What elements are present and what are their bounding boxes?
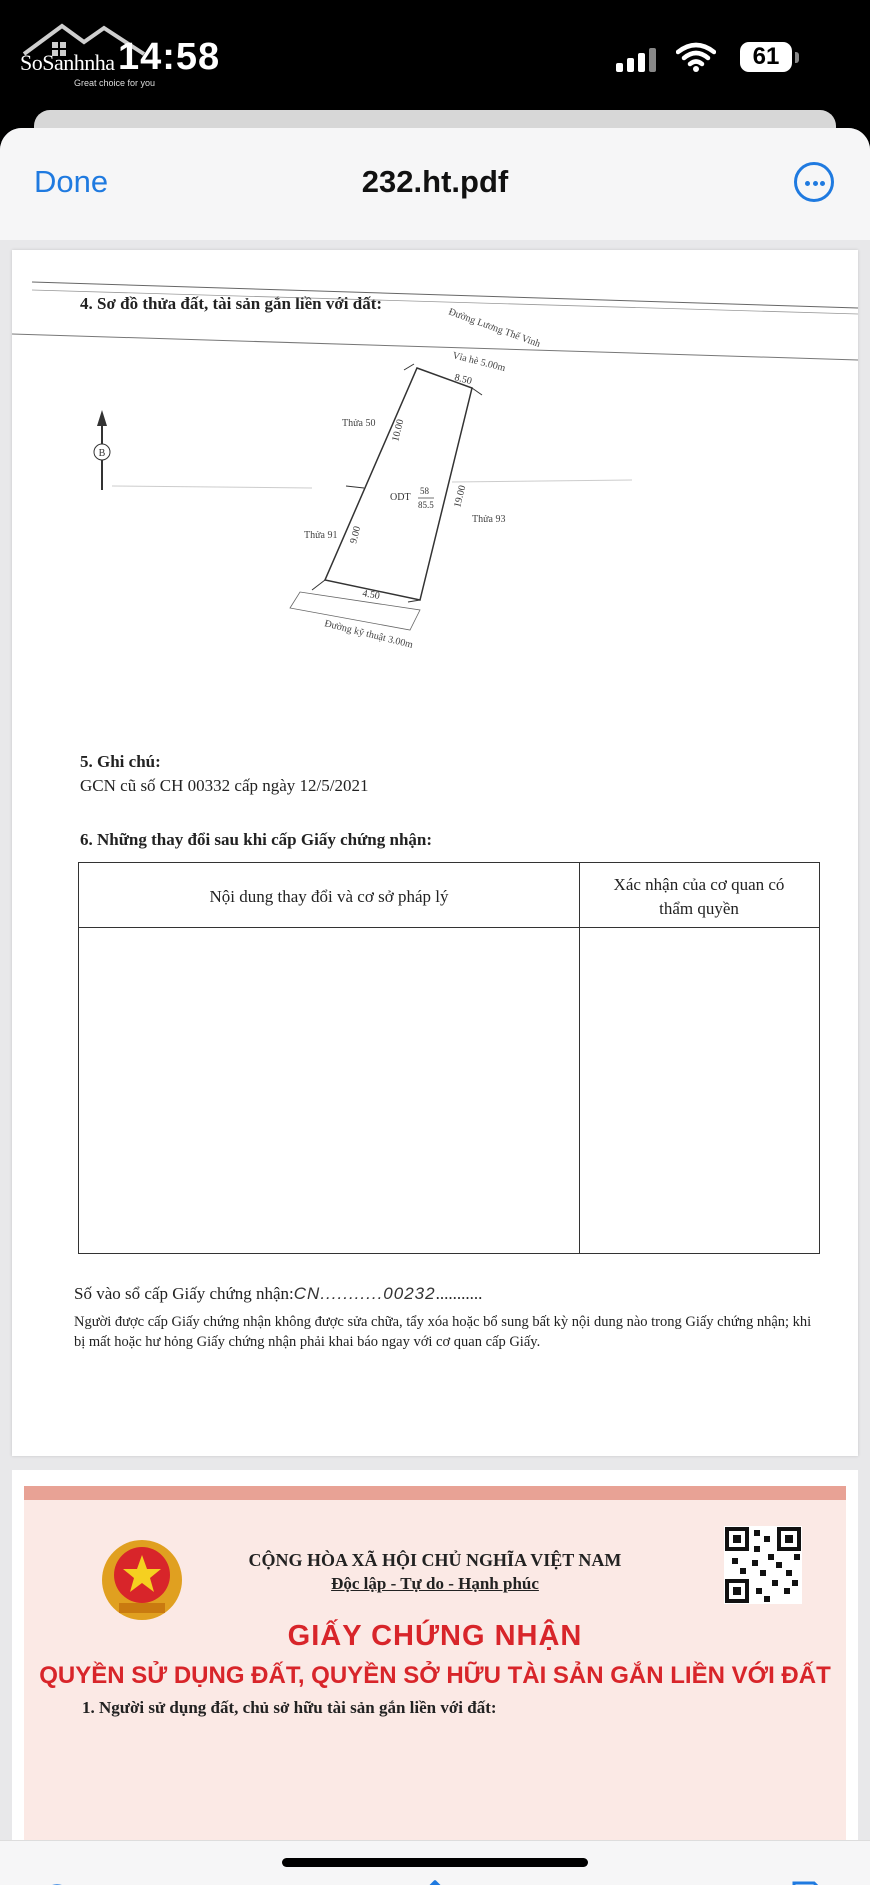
- parcel-map: [12, 250, 858, 750]
- status-time: 14:58: [118, 36, 221, 78]
- document-scroll-area[interactable]: [0, 240, 870, 1840]
- neighbor-thua-93: Thửa 93: [472, 514, 506, 525]
- section-6-heading: 6. Những thay đổi sau khi cấp Giấy chứng nhận:: [80, 830, 433, 849]
- parcel-code: ODT: [390, 492, 411, 503]
- registry-label: Số vào sổ cấp Giấy chứng nhận:: [74, 1284, 294, 1303]
- parcel-area: 85.5: [418, 500, 434, 510]
- table-header-content: Nội dung thay đổi và cơ sở pháp lý: [209, 887, 449, 906]
- republic-heading: CỘNG HÒA XÃ HỘI CHỦ NGHĨA VIỆT NAM: [248, 1550, 622, 1570]
- cellular-signal-icon: [616, 48, 660, 72]
- motto-text: Độc lập - Tự do - Hạnh phúc: [331, 1574, 539, 1593]
- share-icon[interactable]: [410, 1879, 460, 1885]
- back-road-label: Đường kỹ thuật 3.00m: [323, 618, 414, 651]
- registry-number-line: [74, 1284, 482, 1304]
- dimension-top: 8.50: [453, 372, 473, 388]
- dimension-left-upper: 10.00: [390, 418, 407, 443]
- certificate-title: GIẤY CHỨNG NHẬN: [287, 1620, 583, 1652]
- dimension-left-lower: 9.00: [348, 525, 364, 545]
- dimension-right: 19.00: [452, 484, 469, 509]
- section-5-note: GCN cũ số CH 00332 cấp ngày 12/5/2021: [80, 776, 369, 795]
- table-header-confirmation: Xác nhận của cơ quan có thẩm quyền: [613, 875, 785, 918]
- sidewalk-label: Vỉa hè 5.00m: [451, 350, 507, 375]
- registry-trailing-dots: ...........: [435, 1284, 483, 1303]
- file-title: 232.ht.pdf: [361, 164, 509, 199]
- search-icon[interactable]: [36, 1879, 86, 1885]
- registry-handwritten-number: CN...........00232: [293, 1284, 436, 1303]
- section-5-heading: 5. Ghi chú:: [80, 752, 161, 771]
- street-label: Đường Lương Thế Vinh: [446, 306, 542, 350]
- ellipsis-circle-icon[interactable]: [794, 162, 834, 202]
- section-1-partial: 1. Người sử dụng đất, chủ sở hữu tài sản gắn liền với đất:: [82, 1698, 497, 1717]
- parcel-number: 58: [420, 486, 429, 496]
- done-button[interactable]: Done: [34, 164, 109, 199]
- battery-icon: [795, 52, 799, 63]
- qr-code-icon: [724, 1526, 802, 1604]
- north-arrow-label: B: [98, 448, 106, 459]
- wifi-icon: [676, 42, 716, 72]
- certificate-warning: Người được cấp Giấy chứng nhận không được sửa chữa, tẩy xóa hoặc bổ sung bất kỳ nội dung nào trong Giấy chứng nhận; khi bị mất hoặc hư hỏng Giấy chứng nhận phải khai báo ngay với cơ quan cấp Giấy.: [74, 1314, 812, 1350]
- neighbor-thua-91: Thửa 91: [304, 530, 338, 541]
- pdf-viewer-sheet: [0, 128, 870, 1885]
- battery-level: 61: [740, 42, 792, 72]
- watermark-brand: SoSanhnha: [20, 50, 115, 75]
- document-page: [12, 250, 858, 1456]
- dimension-bottom: 4.50: [361, 588, 381, 602]
- section-4-heading: 4. Sơ đồ thửa đất, tài sản gắn liền với đất:: [80, 294, 383, 313]
- changes-table: [78, 862, 820, 1254]
- home-indicator[interactable]: [282, 1858, 588, 1867]
- document-page-2: [12, 1470, 858, 1870]
- watermark-tagline: Great choice for you: [74, 78, 156, 88]
- neighbor-thua-50: Thửa 50: [342, 418, 376, 429]
- certificate-subtitle: QUYỀN SỬ DỤNG ĐẤT, QUYỀN SỞ HỮU TÀI SẢN GẮN LIỀN VỚI ĐẤT: [39, 1662, 831, 1689]
- navigation-bar: [0, 128, 870, 241]
- markup-icon[interactable]: [782, 1879, 832, 1885]
